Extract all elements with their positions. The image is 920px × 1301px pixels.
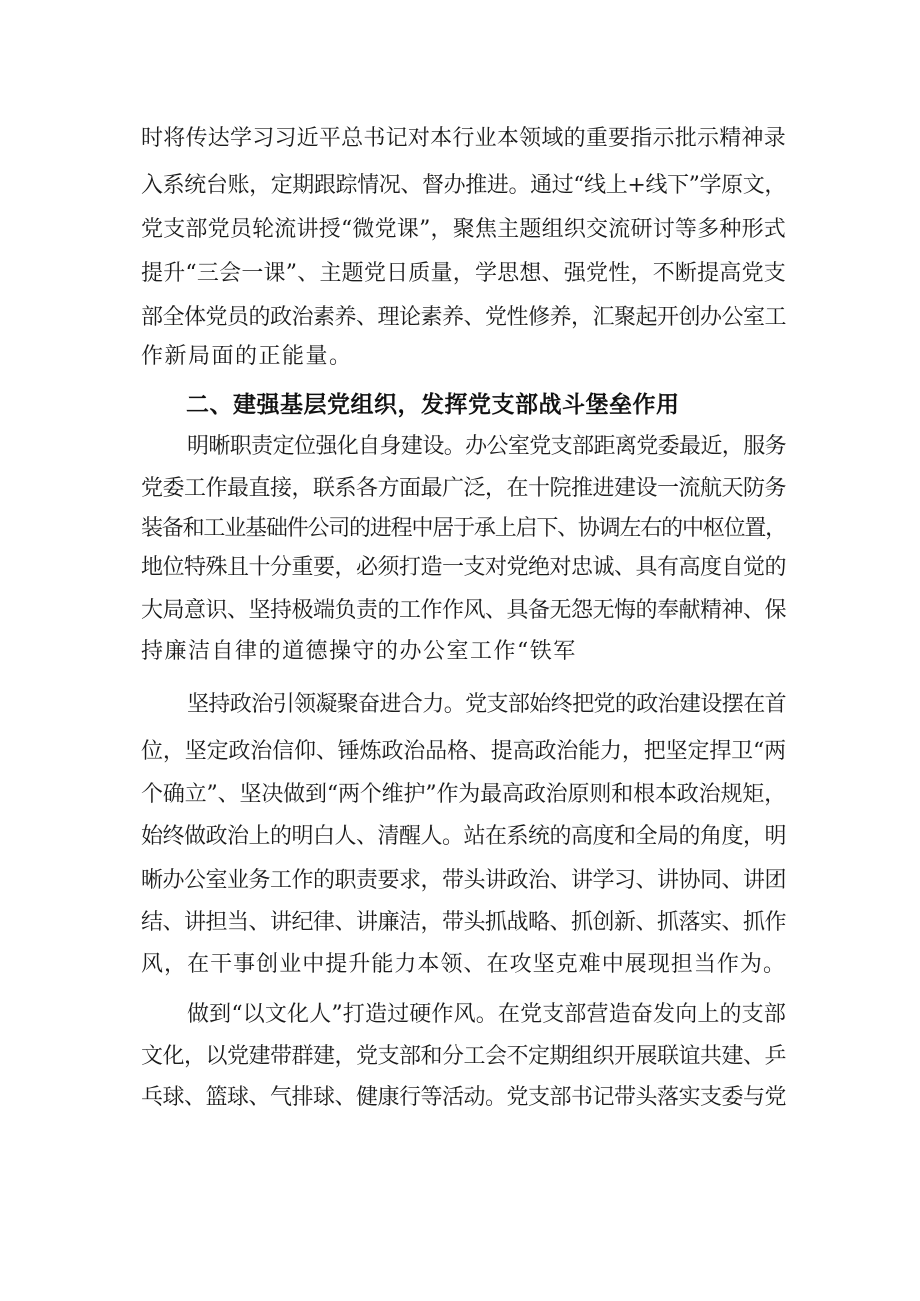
- paragraph-line: 坚持政治引领凝聚奋进合力。党支部始终把党的政治建设摆在首: [187, 692, 786, 717]
- paragraph-line: 文化，以党建带群建，党支部和分工会不定期组织开展联谊共建、乒: [141, 1044, 786, 1069]
- paragraph-line: 地位特殊且十分重要，必须打造一支对党绝对忠诚、具有高度自觉的: [141, 555, 786, 580]
- paragraph-line: 党委工作最直接，联系各方面最广泛，在十院推进建设一流航天防务: [141, 476, 786, 501]
- paragraph-line: 提升“三会一课”、主题党日质量，学思想、强党性，不断提高党支: [141, 261, 786, 286]
- paragraph-line: 部全体党员的政治素养、理论素养、党性修养，汇聚起开创办公室工: [141, 305, 786, 330]
- paragraph-line: 始终做政治上的明白人、清醒人。站在系统的高度和全局的角度，明: [141, 824, 786, 849]
- paragraph-line: 党支部党员轮流讲授“微党课”，聚焦主题组织交流研讨等多种形式: [141, 217, 786, 242]
- paragraph-line: 乓球、篮球、气排球、健康行等活动。党支部书记带头落实支委与党: [141, 1085, 786, 1110]
- paragraph-line: 风，在干事创业中提升能力本领、在攻坚克难中展现担当作为。: [141, 952, 786, 977]
- section-heading: 二、建强基层党组织，发挥党支部战斗堡垒作用: [186, 392, 680, 418]
- paragraph-line: 作新局面的正能量。: [141, 344, 353, 369]
- paragraph-line: 入系统台账，定期跟踪情况、督办推进。通过“线上+线下”学原文，: [141, 173, 786, 198]
- paragraph-line: 做到“以文化人”打造过硬作风。在党支部营造奋发向上的支部: [187, 1002, 786, 1027]
- paragraph-line: 晰办公室业务工作的职责要求，带头讲政治、讲学习、讲协同、讲团: [141, 868, 786, 893]
- paragraph-line: 装备和工业基础件公司的进程中居于承上启下、协调左右的中枢位置，: [141, 516, 786, 541]
- paragraph-line: 个确立”、坚决做到“两个维护”作为最高政治原则和根本政治规矩，: [141, 782, 786, 807]
- paragraph-line: 明晰职责定位强化自身建设。办公室党支部距离党委最近，服务: [187, 434, 786, 459]
- paragraph-line: 持廉洁自律的道德操守的办公室工作“铁军: [141, 639, 577, 664]
- paragraph-line: 位，坚定政治信仰、锤炼政治品格、提高政治能力，把坚定捍卫“两: [141, 739, 786, 764]
- paragraph-line: 大局意识、坚持极端负责的工作作风、具备无怨无悔的奉献精神、保: [141, 598, 786, 623]
- paragraph-line: 结、讲担当、讲纪律、讲廉洁，带头抓战略、抓创新、抓落实、抓作: [141, 910, 786, 935]
- paragraph-line: 时将传达学习习近平总书记对本行业本领域的重要指示批示精神录: [141, 126, 786, 151]
